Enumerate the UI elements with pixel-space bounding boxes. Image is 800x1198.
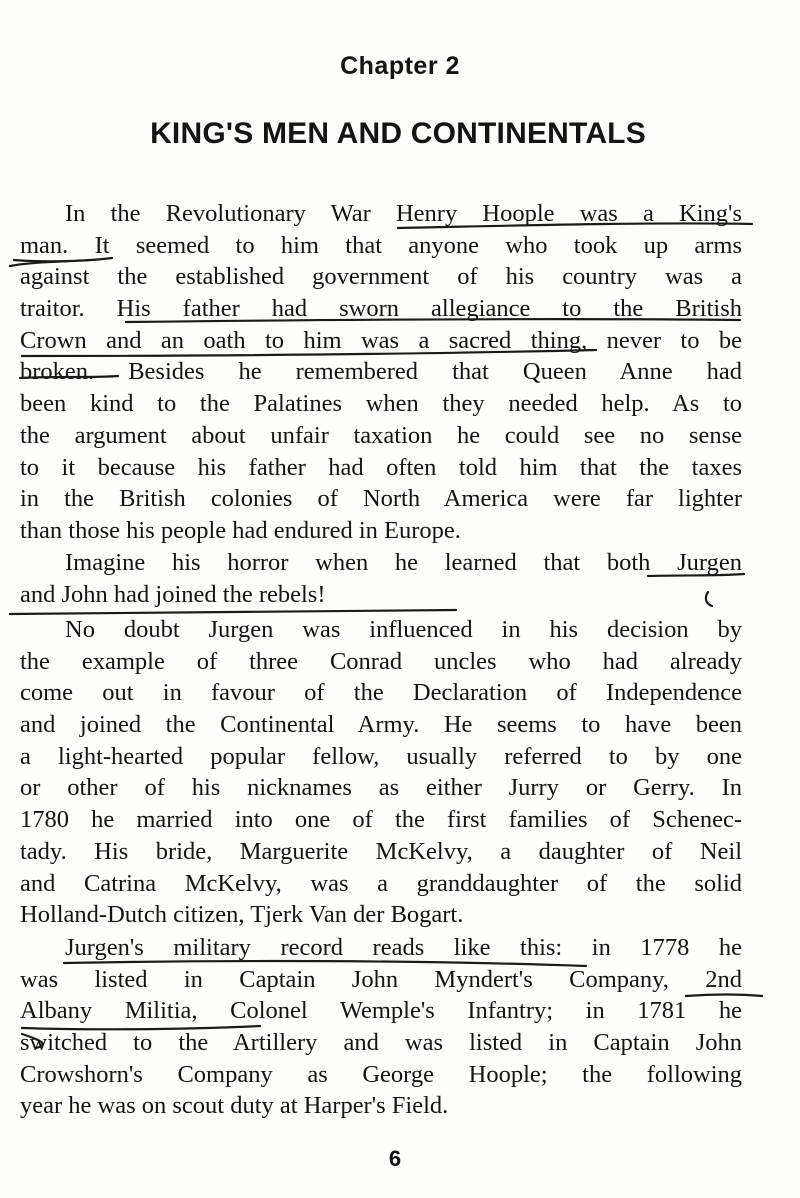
- text-line: year he was on scout duty at Harper's Field.: [20, 1092, 449, 1120]
- chapter-title: KING'S MEN AND CONTINENTALS: [150, 117, 646, 150]
- text-line: traitor. His father had sworn allegiance to the British: [20, 295, 742, 323]
- text-line: in the British colonies of North America were far lighter: [20, 485, 742, 513]
- text-line: Crowshorn's Company as George Hoople; the following: [20, 1060, 742, 1088]
- text-line: No doubt Jurgen was influenced in his decision by: [65, 616, 742, 643]
- paragraph-1: [20, 198, 742, 547]
- paragraph-4: [20, 932, 742, 1122]
- paragraph-2: [20, 547, 742, 610]
- text-line: broken. Besides he remembered that Queen Anne had: [20, 358, 742, 386]
- text-line: a light-hearted popular fellow, usually referred to by one: [20, 742, 742, 770]
- text-line: the argument about unfair taxation he could see no sense: [20, 421, 742, 449]
- text-line: In the Revolutionary War Henry Hoople was a King's: [65, 200, 742, 227]
- text-line: to it because his father had often told him that the taxes: [20, 453, 742, 481]
- chapter-label: Chapter 2: [340, 52, 460, 80]
- text-line: the example of three Conrad uncles who had already: [20, 647, 742, 675]
- text-line: tady. His bride, Marguerite McKelvy, a daughter of Neil: [20, 837, 742, 865]
- text-line: Holland-Dutch citizen, Tjerk Van der Bogart.: [20, 901, 464, 929]
- text-line: Imagine his horror when he learned that both Jurgen: [65, 549, 742, 576]
- text-line: been kind to the Palatines when they needed help. As to: [20, 390, 742, 418]
- text-line: and Catrina McKelvy, was a granddaughter of the solid: [20, 869, 742, 897]
- text-line: man. It seemed to him that anyone who took up arms: [20, 231, 742, 259]
- text-line: come out in favour of the Declaration of Independence: [20, 679, 742, 707]
- text-line: Crown and an oath to him was a sacred thing, never to be: [20, 326, 742, 354]
- text-line: switched to the Artillery and was listed in Captain John: [20, 1029, 742, 1057]
- text-line: than those his people had endured in Europe.: [20, 516, 461, 544]
- text-line: and John had joined the rebels!: [20, 580, 326, 608]
- page-number: 6: [388, 1146, 402, 1171]
- text-line: was listed in Captain John Myndert's Company, 2nd: [20, 965, 742, 993]
- text-line: Jurgen's military record reads like this: in 1778 he: [65, 934, 742, 961]
- text-line: 1780 he married into one of the first families of Schenec-: [20, 806, 742, 834]
- text-line: against the established government of his country was a: [20, 263, 742, 291]
- text-line: and joined the Continental Army. He seems to have been: [20, 711, 742, 739]
- text-line: Albany Militia, Colonel Wemple's Infantry; in 1781 he: [20, 997, 742, 1025]
- text-line: or other of his nicknames as either Jurry or Gerry. In: [20, 774, 742, 802]
- paragraph-3: [20, 614, 742, 931]
